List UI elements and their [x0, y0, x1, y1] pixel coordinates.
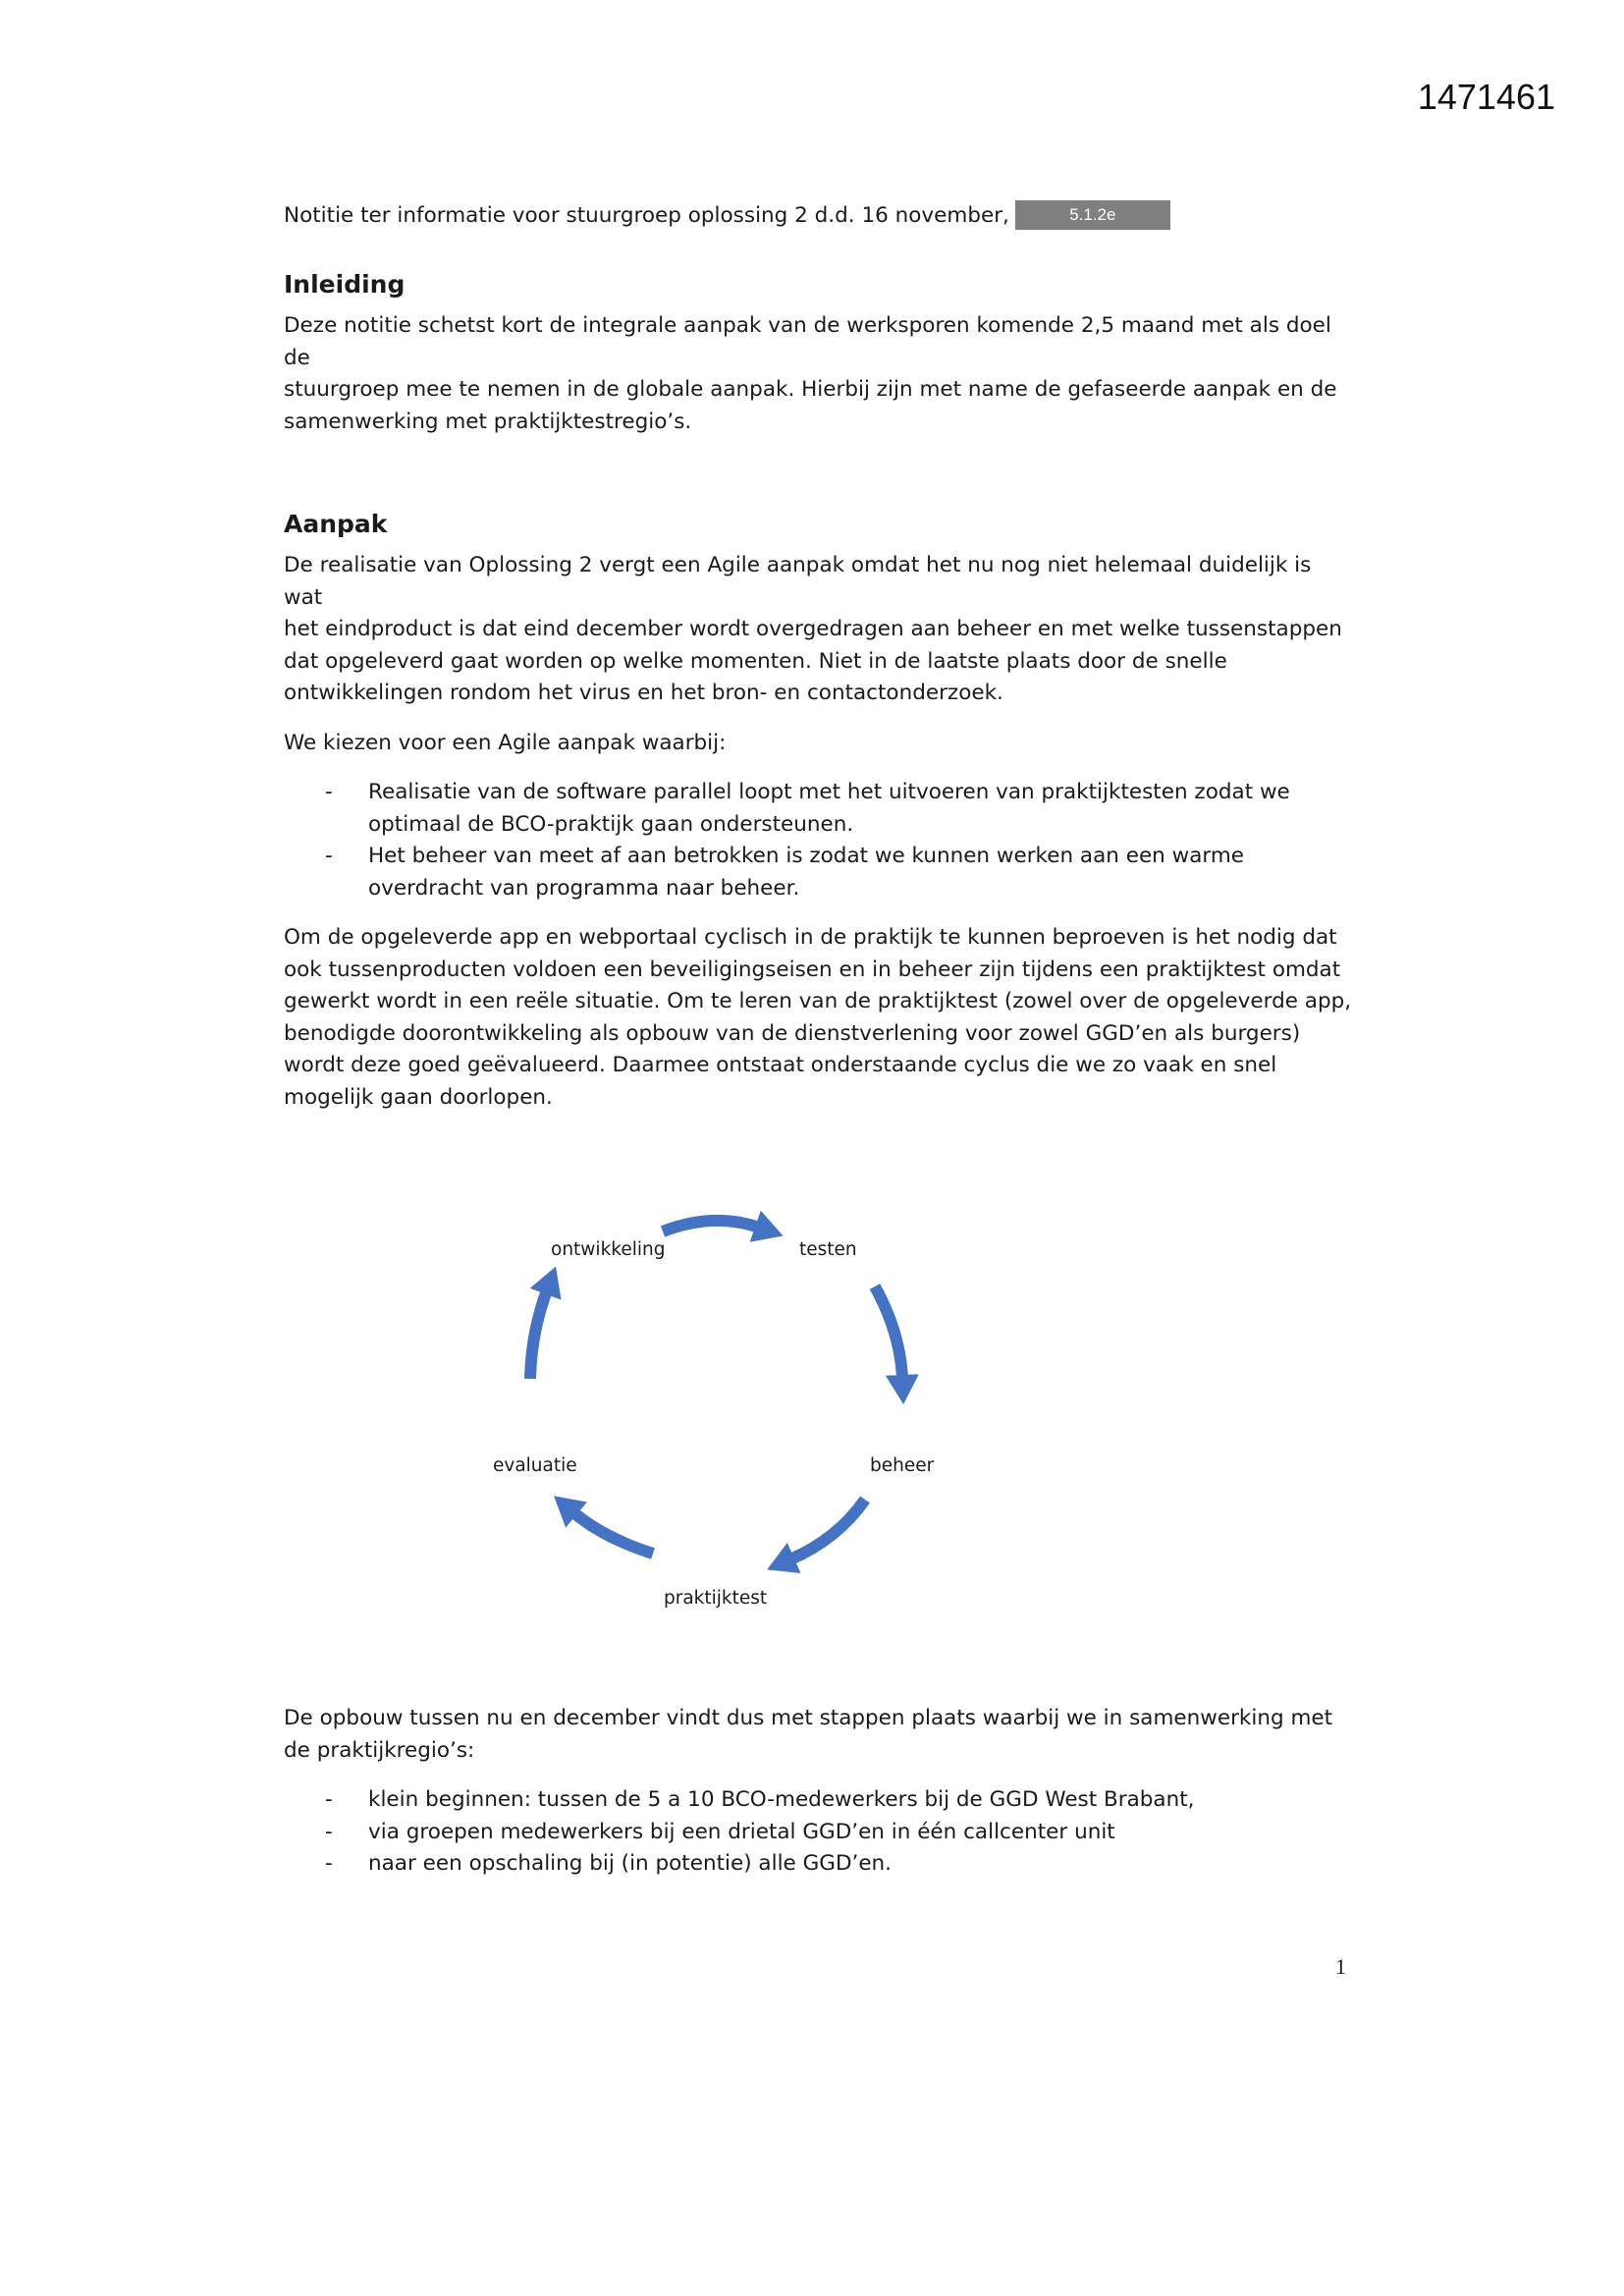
dash-bullet: - [325, 1851, 333, 1876]
list-item-line: Het beheer van meet af aan betrokken is zodat we kunnen werken aan een warme [368, 844, 1245, 868]
list-item-line: overdracht van programma naar beheer. [368, 875, 800, 901]
list-item [284, 1784, 1354, 1817]
dash-bullet: - [325, 1787, 333, 1812]
intro-text: Notitie ter informatie voor stuurgroep oplossing 2 d.d. 16 november, [284, 202, 1009, 228]
text-line: het eindproduct is dat eind december wordt overgedragen aan beheer en met welke tussenstappen [284, 617, 1342, 641]
text-line: benodigde doorontwikkeling als opbouw van de dienstverlening voor zowel GGD’en als burgers) [284, 1020, 1301, 1046]
heading-inleiding: Inleiding [284, 270, 406, 299]
list-item-text: klein beginnen: tussen de 5 a 10 BCO-medewerkers bij de GGD West Brabant, [368, 1787, 1195, 1812]
list-item-line: optimaal de BCO-praktijk gaan ondersteunen. [368, 811, 854, 837]
text-line: dat opgeleverd gaat worden op welke momenten. Niet in de laatste plaats door de snelle [284, 648, 1227, 674]
dash-bullet: - [325, 780, 333, 804]
text-line: gewerkt wordt in een reële situatie. Om te leren van de praktijktest (zowel over de opgeleverde app, [284, 989, 1352, 1013]
dash-bullet: - [325, 844, 333, 868]
list-item [284, 777, 1354, 841]
list-item [284, 841, 1354, 904]
aanpak-paragraph-3 [284, 922, 1354, 1114]
text-line: De opbouw tussen nu en december vindt dus met stappen plaats waarbij we in samenwerking met [284, 1706, 1333, 1730]
arrow-praktijktest-to-evaluatie [573, 1512, 653, 1554]
text-line: stuurgroep mee te nemen in de globale aanpak. Hierbij zijn met name de gefaseerde aanpak en de [284, 377, 1337, 402]
text-line: de praktijkregio’s: [284, 1737, 475, 1763]
page-number: 1 [1335, 1954, 1346, 1979]
inleiding-paragraph [284, 310, 1354, 438]
heading-aanpak: Aanpak [284, 510, 388, 538]
text-line: ook tussenproducten voldoen een beveiligingseisen en in beheer zijn tijdens een praktijktest omdat [284, 957, 1341, 982]
aanpak-paragraph-2: We kiezen voor een Agile aanpak waarbij: [284, 730, 727, 755]
cycle-arrows [284, 1161, 1354, 1613]
cycle-diagram [284, 1161, 1354, 1613]
arrow-beheer-to-praktijktest [790, 1500, 865, 1559]
text-line: ontwikkelingen rondom het virus en het bron- en contactonderzoek. [284, 681, 1003, 705]
document-number: 1471461 [1417, 77, 1555, 117]
aanpak-bullet-list [284, 777, 1354, 904]
cycle-label-testen: testen [799, 1239, 857, 1260]
list-item-text: naar een opschaling bij (in potentie) alle GGD’en. [368, 1851, 893, 1876]
cycle-label-evaluatie: evaluatie [493, 1455, 577, 1476]
aanpak-paragraph-1 [284, 550, 1354, 710]
cycle-label-ontwikkeling: ontwikkeling [551, 1239, 666, 1260]
cycle-label-beheer: beheer [870, 1455, 935, 1476]
text-line: wordt deze goed geëvalueerd. Daarmee ontstaat onderstaande cyclus die we zo vaak en snel [284, 1053, 1277, 1077]
list-item [284, 1817, 1354, 1849]
arrow-evaluatie-to-ontwikkeling [530, 1290, 547, 1379]
text-line: Om de opgeleverde app en webportaal cyclisch in de praktijk te kunnen beproeven is het nodig dat [284, 925, 1337, 950]
cycle-label-praktijktest: praktijktest [664, 1588, 768, 1609]
text-line: mogelijk gaan doorlopen. [284, 1084, 553, 1110]
list-item-line: Realisatie van de software parallel loopt met het uitvoeren van praktijktesten zodat we [368, 780, 1290, 804]
arrow-testen-to-beheer [875, 1286, 902, 1379]
document-body [284, 196, 1354, 1881]
text-line: De realisatie van Oplossing 2 vergt een Agile aanpak omdat het nu nog niet helemaal duidelijk is wat [284, 553, 1312, 610]
text-line: Deze notitie schetst kort de integrale aanpak van de werksporen komende 2,5 maand met als doel de [284, 313, 1331, 370]
opbouw-bullet-list [284, 1784, 1354, 1881]
redaction-box: 5.1.2e [1015, 200, 1170, 230]
opbouw-paragraph [284, 1703, 1354, 1767]
arrow-ontwikkeling-to-testen [663, 1221, 759, 1231]
dash-bullet: - [325, 1819, 333, 1844]
list-item-text: via groepen medewerkers bij een drietal GGD’en in één callcenter unit [368, 1819, 1115, 1844]
intro-line [284, 200, 1354, 230]
list-item [284, 1848, 1354, 1881]
text-line: samenwerking met praktijktestregio’s. [284, 409, 692, 434]
